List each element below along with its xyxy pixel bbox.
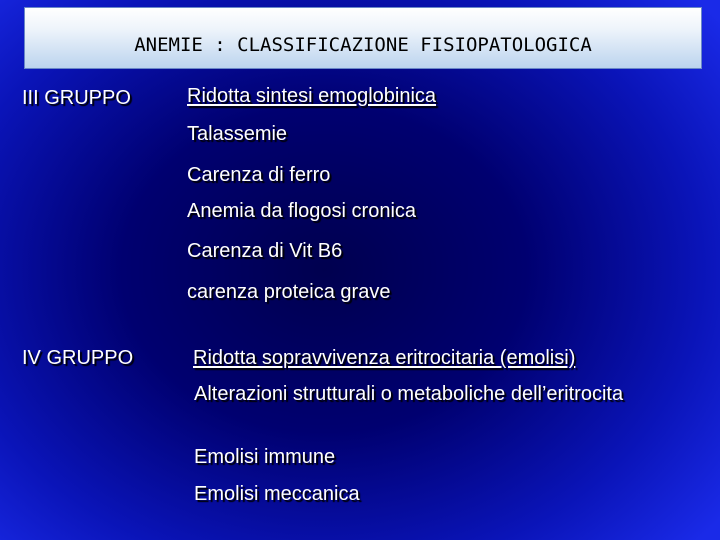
- group-iii-heading: Ridotta sintesi emoglobinica: [187, 85, 437, 107]
- slide-title: ANEMIE : CLASSIFICAZIONE FISIOPATOLOGICA: [134, 34, 592, 56]
- group-label-iv: IV GRUPPO: [22, 347, 134, 369]
- title-banner: [24, 7, 702, 69]
- group-iv-heading: Ridotta sopravvivenza eritrocitaria (emolisi): [193, 347, 576, 369]
- group-label-iii: III GRUPPO: [22, 87, 131, 109]
- group-iv-item: Alterazioni strutturali o metaboliche dell’eritrocita: [194, 383, 624, 405]
- group-iii-item: Carenza di ferro: [187, 164, 331, 186]
- group-iii-item: Talassemie: [187, 123, 288, 145]
- group-iv-item: Emolisi immune: [194, 446, 336, 468]
- group-iii-item: carenza proteica grave: [187, 281, 391, 303]
- group-iii-item: Anemia da flogosi cronica: [187, 200, 417, 222]
- group-iv-item: Emolisi meccanica: [194, 483, 360, 505]
- group-iii-item: Carenza di Vit B6: [187, 240, 343, 262]
